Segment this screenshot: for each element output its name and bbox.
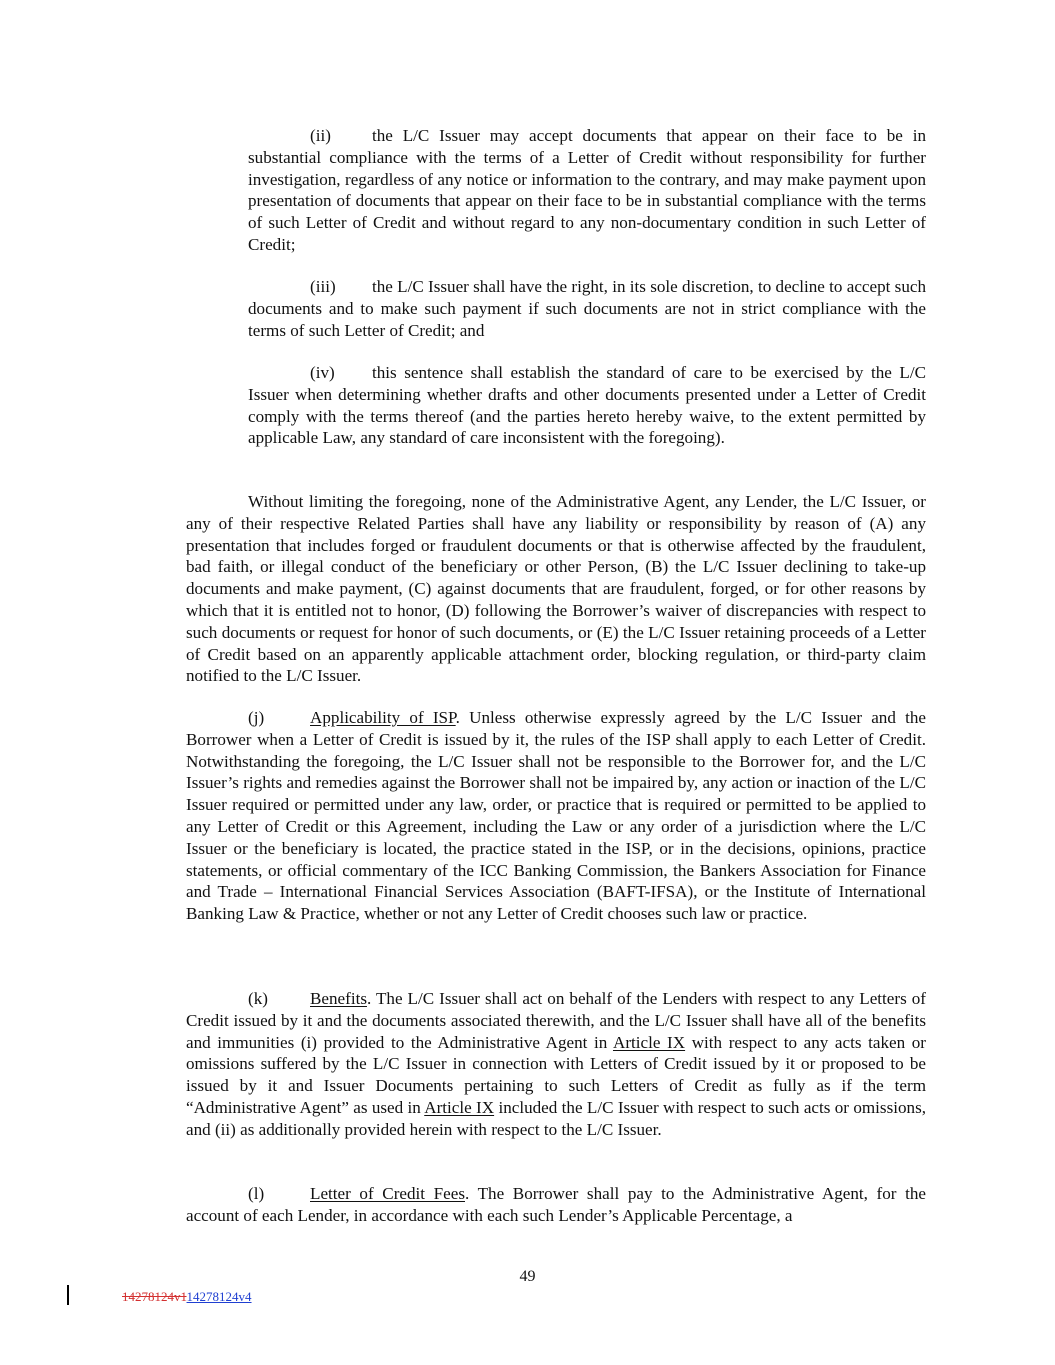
section-j — [186, 707, 926, 925]
paragraph-without-limiting-text: Without limiting the foregoing, none of the Administrative Agent, any Lender, the L/C Issuer, or any of their respective Related Parties shall have any liability or responsibility by reason of (A) any presentation that includes forged or fraudulent documents or that is otherwise affected by the fraudulent, bad faith, or illegal conduct of the beneficiary or other Person, (B) the L/C Issuer declining to take-up documents and make payment, (C) against documents that are fraudulent, forged, or for other reasons by which that it is entitled not to honor, (D) following the Borrower’s waiver of discrepancies with respect to such documents or request for honor of such documents, or (E) the L/C Issuer retaining proceeds of a Letter of Credit based on an apparently applicable attachment order, blocking regulation, or third-party claim notified to the L/C Issuer. — [186, 492, 926, 686]
paragraph-iv-text: this sentence shall establish the standard of care to be exercised by the L/C Issuer when determining whether drafts and other documents presented under a Letter of Credit comply with the terms thereof (and the parties hereto hereby waive, to the extent permitted by applicable Law, any standard of care inconsistent with the foregoing). — [248, 363, 926, 448]
page-number: 49 — [519, 1268, 536, 1285]
section-k — [186, 988, 926, 1141]
paragraph-without-limiting — [186, 491, 926, 687]
section-k-heading: Benefits — [310, 989, 367, 1008]
article-ix-reference-2: Article IX — [424, 1097, 495, 1117]
section-k-text-3: included the L/C Issuer with respect to such acts or omissions, and (ii) as additionally provided herein with respect to the L/C Issuer. — [186, 1097, 926, 1139]
paragraph-iii-number: (iii) — [310, 277, 336, 296]
paragraph-iv — [248, 362, 926, 449]
section-j-text: . Unless otherwise expressly agreed by the L/C Issuer and the Borrower when a Letter of Credit is issued by it, the rules of the ISP shall apply to each Letter of Credit. Notwithstanding the foregoing, the L/C Issuer shall not be responsible to the Borrower for, and the L/C Issuer’s rights and remedies against the Borrower shall not be impaired by, any action or inaction of the L/C Issuer required or permitted under any law, order, or practice that is required or permitted to be applied to any Letter of Credit or this Agreement, including the Law or any order of a jurisdiction where the L/C Issuer or the beneficiary is located, the practice stated in the ISP, or in the decisions, opinions, practice statements, or official commentary of the ICC Banking Commission, the Bankers Association for Finance and Trade – International Financial Services Association (BAFT-IFSA), or the Institute of International Banking Law & Practice, whether or not any Letter of Credit chooses such law or practice. — [186, 708, 926, 924]
section-k-number: (k) — [248, 989, 268, 1008]
section-j-number: (j) — [248, 708, 265, 727]
paragraph-ii — [248, 125, 926, 256]
paragraph-iv-number: (iv) — [310, 363, 335, 382]
document-id — [122, 1289, 252, 1305]
section-l — [186, 1183, 926, 1227]
paragraph-ii-number: (ii) — [310, 126, 331, 145]
section-l-text: . The Borrower shall pay to the Administrative Agent, for the account of each Lender, in accordance with each such Lender’s Applicable Percentage, a — [186, 1184, 926, 1225]
section-l-heading: Letter of Credit Fees — [310, 1184, 465, 1203]
document-id-new: 14278124v4 — [186, 1289, 252, 1304]
revision-change-bar — [67, 1285, 69, 1305]
section-l-number: (l) — [248, 1184, 265, 1203]
article-ix-reference-1: Article IX — [612, 1032, 686, 1052]
paragraph-iii — [248, 276, 926, 341]
paragraph-iii-text: the L/C Issuer shall have the right, in its sole discretion, to decline to accept such documents and to make such payment if such documents are not in strict compliance with the terms of such Letter of Credit; and — [248, 277, 926, 340]
paragraph-ii-text: the L/C Issuer may accept documents that appear on their face to be in substantial compliance with the terms of a Letter of Credit without responsibility for further investigation, regardless of any notice or information to the contrary, and may make payment upon presentation of documents that appear on their face to be in substantial compliance with the terms of such Letter of Credit and without regard to any non-documentary condition in such Letter of Credit; — [248, 126, 926, 254]
section-k-text-2: with respect to any acts taken or omissions suffered by the L/C Issuer in connection with Letters of Credit issued by it or proposed to be issued by it and Issuer Documents pertaining to such Letters of Credit as fully as if the term “Administrative Agent” as used in — [186, 1032, 926, 1117]
section-k-text-1: . The L/C Issuer shall act on behalf of the Lenders with respect to any Letters of Credit issued by it and the documents associated therewith, and the L/C Issuer shall have all of the benefits and immunities (i) provided to the Administrative Agent in — [186, 989, 926, 1052]
section-j-heading: Applicability of ISP — [310, 708, 456, 727]
document-id-old: 14278124v1 — [122, 1289, 187, 1304]
